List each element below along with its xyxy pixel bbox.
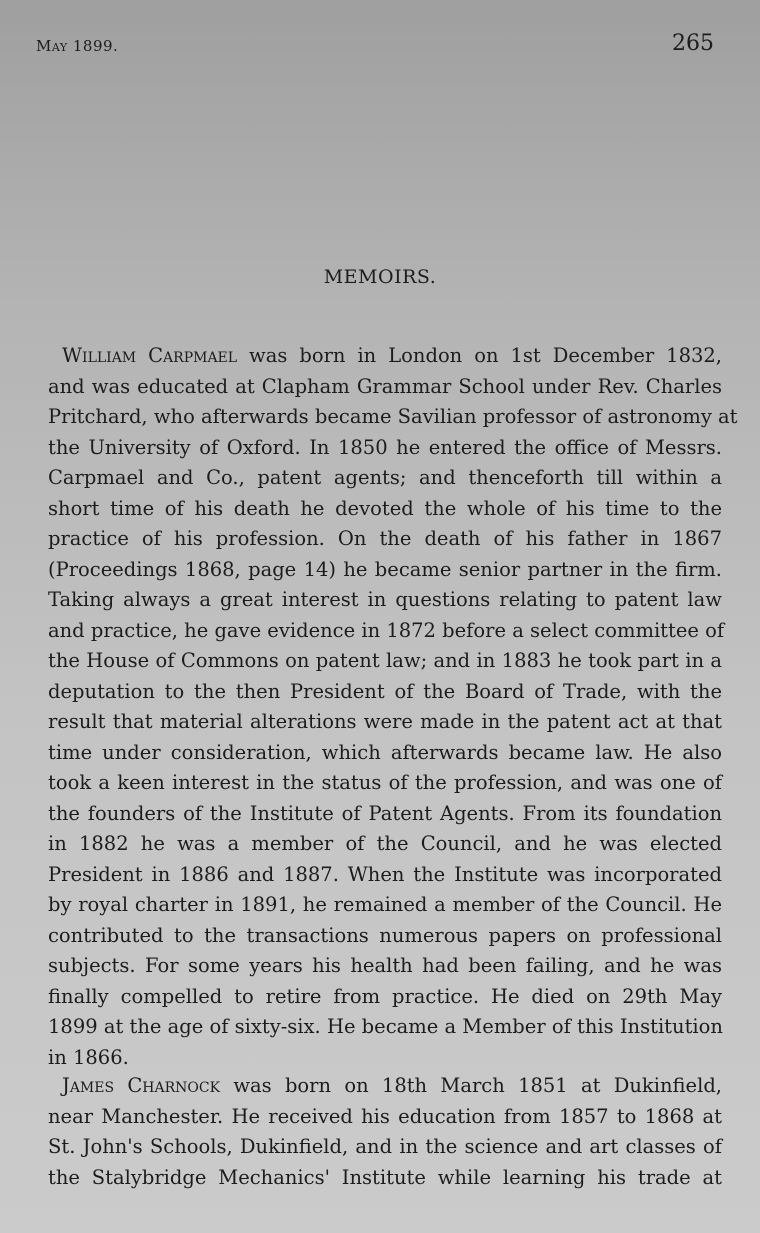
text-line xyxy=(48,921,722,952)
page-number: 265 xyxy=(672,31,714,56)
line-text: the Stalybridge Mechanics' Institute while learning his trade at xyxy=(48,1165,722,1189)
text-line xyxy=(48,1132,722,1163)
line-text: result that material alterations were made in the patent act at that xyxy=(48,710,722,733)
text-line xyxy=(48,1012,722,1043)
text-line xyxy=(48,372,722,403)
running-header-date: May 1899. xyxy=(36,37,119,55)
line-text: took a keen interest in the status of the profession, and was one of xyxy=(48,771,722,794)
line-text: Taking always a great interest in questions relating to patent law xyxy=(48,588,722,611)
line-text: finally compelled to retire from practice. He died on 29th May xyxy=(48,984,722,1008)
line-text: subjects. For some years his health had been failing, and he was xyxy=(48,954,722,977)
text-line xyxy=(48,646,722,677)
text-line xyxy=(48,738,722,769)
text-line xyxy=(48,768,722,799)
line-text: the University of Oxford. In 1850 he entered the office of Messrs. xyxy=(48,435,722,459)
text-line xyxy=(48,555,722,586)
text-line xyxy=(48,524,722,555)
line-text: was born on 18th March 1851 at Dukinfield, xyxy=(220,1074,722,1097)
line-text: Carpmael and Co., patent agents; and thenceforth till within a xyxy=(48,466,722,489)
text-line xyxy=(48,433,722,464)
text-line xyxy=(48,1071,722,1102)
text-line xyxy=(48,341,722,372)
text-line xyxy=(48,829,722,860)
line-text: (Proceedings 1868, page 14) he became senior partner in the firm. xyxy=(48,557,722,581)
text-line xyxy=(48,799,722,830)
text-line xyxy=(48,982,722,1013)
line-text: in 1882 he was a member of the Council, and he was elected xyxy=(48,832,722,855)
text-line xyxy=(48,585,722,616)
text-line xyxy=(48,1163,722,1194)
line-text: by royal charter in 1891, he remained a member of the Council. He xyxy=(48,893,722,916)
text-line xyxy=(48,951,722,982)
line-text: practice of his profession. On the death of his father in 1867 xyxy=(48,527,722,550)
line-text: the founders of the Institute of Patent Agents. From its foundation xyxy=(48,801,722,825)
line-text: and was educated at Clapham Grammar School under Rev. Charles xyxy=(48,374,722,398)
text-line xyxy=(48,707,722,738)
line-text: in 1866. xyxy=(48,1045,129,1069)
text-line xyxy=(48,677,722,708)
memoir-subject-name: William Carpmael xyxy=(62,344,238,367)
text-line xyxy=(48,1043,722,1074)
memoir-charnock xyxy=(48,1071,722,1193)
line-text: Pritchard, who afterwards became Savilian professor of astronomy at xyxy=(48,405,738,428)
text-line xyxy=(48,860,722,891)
line-text: President in 1886 and 1887. When the Institute was incorporated xyxy=(48,862,722,886)
memoir-carpmael xyxy=(48,341,738,1073)
line-text: contributed to the transactions numerous papers on professional xyxy=(48,923,722,947)
text-line xyxy=(48,1102,722,1133)
line-text: the House of Commons on patent law; and in 1883 he took part in a xyxy=(48,649,722,672)
text-line xyxy=(48,616,725,647)
line-text: near Manchester. He received his education from 1857 to 1868 at xyxy=(48,1104,722,1128)
text-line xyxy=(48,402,738,433)
text-line xyxy=(48,463,722,494)
line-text: was born in London on 1st December 1832, xyxy=(237,344,722,367)
line-text: and practice, he gave evidence in 1872 before a select committee of xyxy=(48,618,725,642)
line-text: short time of his death he devoted the whole of his time to the xyxy=(48,496,722,520)
memoir-subject-name: James Charnock xyxy=(62,1074,221,1097)
line-text: 1899 at the age of sixty-six. He became a Member of this Institution xyxy=(48,1015,723,1038)
line-text: time under consideration, which afterwards became law. He also xyxy=(48,740,722,764)
text-line xyxy=(48,494,722,525)
line-text: St. John's Schools, Dukinfield, and in the science and art classes of xyxy=(48,1135,722,1158)
section-title: MEMOIRS. xyxy=(323,266,437,288)
line-text: deputation to the then President of the Board of Trade, with the xyxy=(48,679,722,703)
text-line xyxy=(48,890,722,921)
